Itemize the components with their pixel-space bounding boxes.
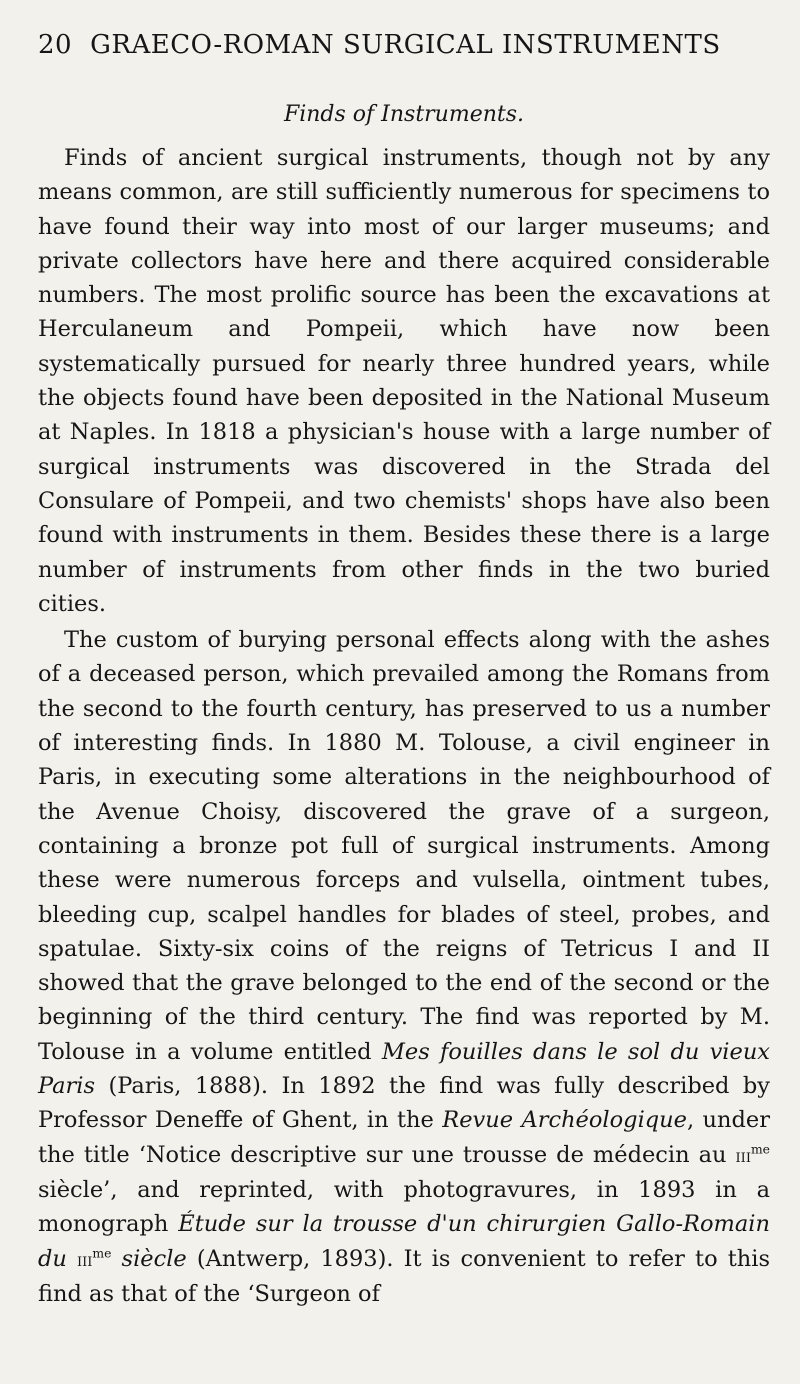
superscript-me-2: me <box>92 1246 112 1260</box>
paragraph-1: Finds of ancient surgical instruments, though not by any means common, are still sufficiently numerous for specimens to have found their way into most of our larger museums; and private collectors have here and there acquired considerable numbers. The most prolific source has been the excavations at Herculaneum and Pompeii, which have now been systematically pursued for nearly three hundred years, while the objects found have been deposited in the National Museum at Naples. In 1818 a physician's house with a large number of surgical instruments was discovered in the Strada del Consulare of Pompeii, and two chemists' shops have also been found with instruments in them. Besides these there is a large number of instruments from other finds in the two buried cities. <box>38 145 770 617</box>
running-head <box>38 30 770 78</box>
page-number: 20 <box>38 30 73 60</box>
superscript-me: me <box>750 1142 770 1157</box>
paragraph-2-text-d: siècle’, and reprinted, with photogravures, in 1893 in a monograph <box>38 1176 770 1238</box>
paragraph-2-text-e: (Antwerp, 1893). It is convenient to refer to this find as that of the ‘Surgeon of <box>38 1245 770 1307</box>
paragraph-2-text-b: (Paris, 1888). In 1892 the find was fully described by Professor Deneffe of Ghent, in the <box>38 1073 770 1134</box>
paragraph-2-text-a: The custom of burying personal effects along with the ashes of a deceased person, which prevailed among the Romans from the second to the fourth century, has preserved to us a number of interesting finds. In 1880 M. Tolouse, a civil engineer in Paris, in executing some alterations in the neighbourhood of the Avenue Choisy, discovered the grave of a surgeon, containing a bronze pot full of surgical instruments. Among these were numerous forceps and vulsella, ointment tubes, bleeding cup, scalpel handles for blades of steel, probes, and spatulae. Sixty-six coins of the reigns of Tetricus I and II showed that the grave belonged to the end of the second or the beginning of the third century. The find was reported by M. Tolouse in a volume entitled <box>38 627 770 1065</box>
roman-numeral: iii <box>735 1143 751 1167</box>
paragraph-2 <box>38 623 770 1311</box>
journal-title: Revue Archéologique <box>442 1107 687 1134</box>
paragraph-2-text-c: , under the title ‘Notice descriptive sur une trousse de médecin au <box>38 1107 771 1168</box>
book-title-etude-a: Étude sur la trousse d'un chirurgien Gallo-Romain du <box>38 1211 770 1272</box>
book-title-etude-b: siècle <box>111 1245 187 1272</box>
section-heading: Finds of Instruments. <box>283 102 525 127</box>
body-text <box>38 141 770 1311</box>
running-title: GRAECO-ROMAN SURGICAL INSTRUMENTS <box>90 30 721 60</box>
roman-numeral-2: iii <box>77 1247 93 1271</box>
book-title-mes-fouilles: Mes fouilles dans le sol du vieux Paris <box>38 1038 770 1100</box>
